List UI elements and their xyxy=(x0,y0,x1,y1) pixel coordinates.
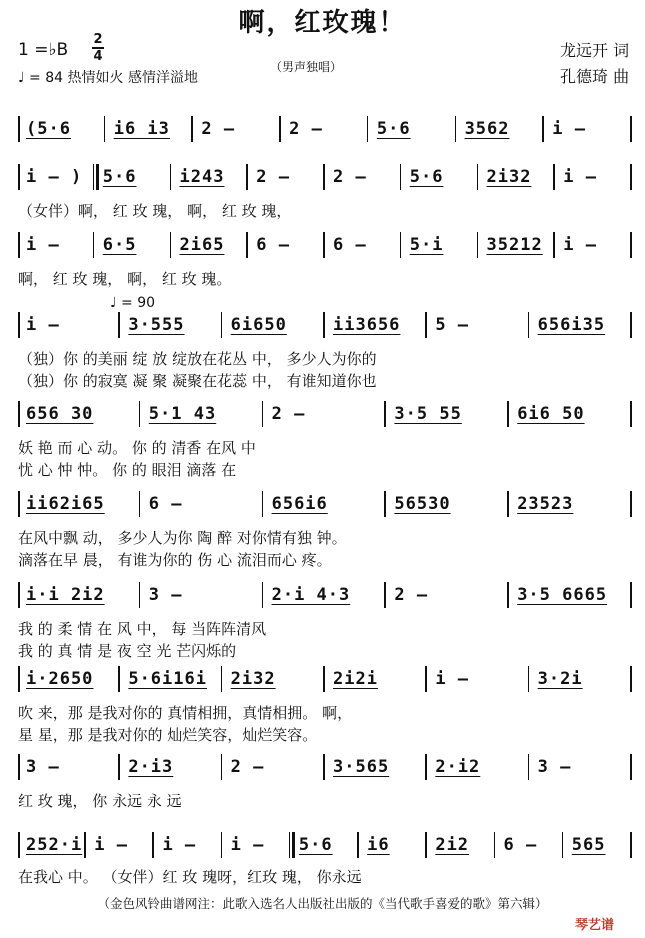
measure: 2·i3 xyxy=(128,757,174,777)
measure: 3·2i xyxy=(537,669,583,689)
bar-line xyxy=(553,164,555,190)
measure: 5·6i16i xyxy=(128,669,207,689)
measure: 5 – xyxy=(435,315,470,335)
bar-line xyxy=(262,401,264,427)
notation-row xyxy=(0,228,645,264)
watermark-logo: 琴艺谱 xyxy=(575,918,615,933)
bar-line xyxy=(384,401,386,427)
measure: 6 – xyxy=(148,494,183,514)
measure: 6 – xyxy=(256,235,290,255)
notation-row xyxy=(0,160,645,196)
bar-line xyxy=(528,312,530,338)
bar-line xyxy=(630,666,632,692)
bar-line xyxy=(477,164,479,190)
bar-line xyxy=(221,754,223,780)
measure: ii62i65 xyxy=(26,494,105,514)
measure: i – xyxy=(162,835,197,855)
repeat-bar xyxy=(289,832,295,858)
measure: i – xyxy=(26,235,60,255)
measure: 565 xyxy=(571,835,606,855)
bar-line xyxy=(542,116,544,142)
measure: 2i2 xyxy=(435,835,470,855)
tempo-change: ♩ = 90 xyxy=(110,295,156,311)
measure: 56530 xyxy=(394,494,451,514)
bar-line xyxy=(455,116,457,142)
measure: 2 – xyxy=(201,119,236,139)
measure: 252·i xyxy=(26,835,83,855)
bar-line xyxy=(323,312,325,338)
measure: 5·6 xyxy=(298,835,333,855)
lyricist-credit: 龙远开 词 xyxy=(560,41,630,60)
measure: 2 – xyxy=(289,119,323,139)
bar-line xyxy=(170,164,172,190)
lyric-line: 忧 心 忡 忡。 你 的 眼泪 滴落 在 xyxy=(18,461,237,479)
composer-credit: 孔德琦 曲 xyxy=(560,67,630,86)
measure: 2 – xyxy=(333,167,367,187)
song-title: 啊，红玫瑰！ xyxy=(238,8,407,38)
bar-line xyxy=(507,491,509,517)
measure: 2·i 4·3 xyxy=(271,585,351,605)
measure: 3·5 6665 xyxy=(517,585,608,605)
bar-line xyxy=(323,666,325,692)
bar-line xyxy=(279,116,281,142)
bar-line xyxy=(191,116,193,142)
lyric-line: 红 玫 瑰， 你 永远 永 远 xyxy=(18,792,182,810)
measure: 2i32 xyxy=(486,167,532,187)
meter-top: 2 xyxy=(93,32,103,47)
bar-line xyxy=(528,666,530,692)
bar-line xyxy=(357,832,359,858)
measure: i – xyxy=(435,669,470,689)
measure: 3·555 xyxy=(128,315,185,335)
lyric-line: 我 的 真 情 是 夜 空 光 芒闪烁的 xyxy=(18,642,237,660)
lyric-line: 妖 艳 而 心 动。 你 的 清香 在风 中 xyxy=(18,439,256,457)
measure: (5·6 xyxy=(26,119,71,139)
bar-line xyxy=(84,832,86,858)
bar-line xyxy=(384,582,386,608)
measure: 2·i2 xyxy=(435,757,481,777)
measure: i – xyxy=(563,235,597,255)
lyric-line: 在我心 中。 （女伴）红 玫 瑰呀，红玫 瑰， 你永远 xyxy=(18,868,362,886)
measure: 3·565 xyxy=(333,757,390,777)
bar-line xyxy=(507,582,509,608)
measure: 23523 xyxy=(517,494,574,514)
notation-row xyxy=(0,112,645,148)
bar-line xyxy=(221,312,223,338)
bar-line xyxy=(367,116,369,142)
notation-row xyxy=(0,578,645,614)
lyric-line: 星 星，那 是我对你的 灿烂笑容，灿烂笑容。 xyxy=(18,726,318,744)
bar-line xyxy=(139,582,141,608)
measure: 2 – xyxy=(230,757,265,777)
measure: 656 30 xyxy=(26,404,94,424)
bar-line xyxy=(139,491,141,517)
measure: 2 – xyxy=(271,404,306,424)
measure: 3·5 55 xyxy=(394,404,462,424)
bar-line xyxy=(18,116,20,142)
bar-line xyxy=(562,832,564,858)
lyric-line: 我 的 柔 情 在 风 中， 每 当阵阵清风 xyxy=(18,620,267,638)
measure: i243 xyxy=(179,167,225,187)
repeat-bar xyxy=(93,164,99,190)
lyric-line: 啊， 红 玫 瑰， 啊， 红 玫 瑰。 xyxy=(18,270,232,288)
bar-line xyxy=(118,312,120,338)
measure: i – xyxy=(26,315,60,335)
measure: 3562 xyxy=(464,119,510,139)
measure: 6 – xyxy=(333,235,367,255)
measure: 3 – xyxy=(148,585,183,605)
bar-line xyxy=(630,164,632,190)
bar-line xyxy=(18,832,20,858)
measure: 2i65 xyxy=(179,235,225,255)
bar-line xyxy=(425,312,427,338)
measure: i – xyxy=(552,119,586,139)
lyric-line: （独）你 的寂寞 凝 聚 凝聚在花蕊 中， 有谁知道你也 xyxy=(18,372,377,390)
bar-line xyxy=(384,491,386,517)
bar-line xyxy=(221,832,223,858)
key-signature: 1 =♭B xyxy=(18,40,69,60)
bar-line xyxy=(118,666,120,692)
lyric-line: （女伴）啊， 红 玫 瑰， 啊， 红 玫 瑰， xyxy=(18,202,292,220)
measure: i – xyxy=(230,835,265,855)
bar-line xyxy=(18,232,20,258)
bar-line xyxy=(528,754,530,780)
bar-line xyxy=(18,582,20,608)
notation-row xyxy=(0,662,645,698)
bar-line xyxy=(104,116,106,142)
notation-row xyxy=(0,828,645,864)
bar-line xyxy=(630,754,632,780)
bar-line xyxy=(477,232,479,258)
bar-line xyxy=(425,754,427,780)
bar-line xyxy=(18,491,20,517)
notation-row xyxy=(0,308,645,344)
bar-line xyxy=(18,401,20,427)
bar-line xyxy=(152,832,154,858)
bar-line xyxy=(18,754,20,780)
bar-line xyxy=(93,232,95,258)
measure: i – xyxy=(563,167,597,187)
bar-line xyxy=(139,401,141,427)
measure: 5·6 xyxy=(376,119,411,139)
bar-line xyxy=(630,401,632,427)
lyric-line: 吹 来，那 是我对你的 真情相拥，真情相拥。 啊， xyxy=(18,704,353,722)
bar-line xyxy=(246,164,248,190)
bar-line xyxy=(630,116,632,142)
measure: 2 – xyxy=(394,585,429,605)
bar-line xyxy=(507,401,509,427)
measure: 3 – xyxy=(537,757,572,777)
bar-line xyxy=(18,666,20,692)
measure: 5·6 xyxy=(409,167,444,187)
measure: 656i35 xyxy=(537,315,606,335)
measure: i – xyxy=(94,835,128,855)
measure: 2i32 xyxy=(230,669,276,689)
time-signature xyxy=(92,33,104,63)
measure: 5·1 43 xyxy=(148,404,217,424)
notation-row xyxy=(0,750,645,786)
measure: i6 xyxy=(367,835,390,855)
measure: 35212 xyxy=(486,235,543,255)
lyric-line: （独）你 的美丽 绽 放 绽放在花丛 中， 多少人为你的 xyxy=(18,350,377,368)
measure: 5·i xyxy=(409,235,444,255)
meter-bottom: 4 xyxy=(93,49,103,64)
measure: ii3656 xyxy=(333,315,401,335)
bar-line xyxy=(262,491,264,517)
performer-note: （男声独唱） xyxy=(270,60,343,74)
bar-line xyxy=(323,164,325,190)
bar-line xyxy=(630,491,632,517)
measure: 2 – xyxy=(256,167,290,187)
bar-line xyxy=(323,232,325,258)
measure: 6·5 xyxy=(102,235,137,255)
measure: 2i2i xyxy=(333,669,378,689)
measure: 6i650 xyxy=(230,315,287,335)
bar-line xyxy=(118,754,120,780)
tempo-marking: ♩ = 84 热情如火 感情洋溢地 xyxy=(18,70,198,86)
bar-line xyxy=(18,312,20,338)
notation-row xyxy=(0,487,645,523)
bar-line xyxy=(425,666,427,692)
bar-line xyxy=(170,232,172,258)
measure: 5·6 xyxy=(102,167,137,187)
bar-line xyxy=(494,832,496,858)
bar-line xyxy=(630,582,632,608)
notation-row xyxy=(0,397,645,433)
measure: 6 – xyxy=(503,835,538,855)
bar-line xyxy=(246,232,248,258)
bar-line xyxy=(553,232,555,258)
measure: i6 i3 xyxy=(113,119,170,139)
bar-line xyxy=(221,666,223,692)
bar-line xyxy=(630,312,632,338)
lyric-line: 滴落在早 晨， 有谁为你的 伤 心 流泪而心 疼。 xyxy=(18,551,332,569)
bar-line xyxy=(630,832,632,858)
measure: i·i 2i2 xyxy=(26,585,105,605)
footer-note: （金色风铃曲谱网注：此歌入选名人出版社出版的《当代歌手喜爱的歌》第六辑） xyxy=(97,896,548,911)
measure: i·2650 xyxy=(26,669,94,689)
bar-line xyxy=(400,232,402,258)
bar-line xyxy=(323,754,325,780)
bar-line xyxy=(18,164,20,190)
bar-line xyxy=(425,832,427,858)
bar-line xyxy=(630,232,632,258)
measure: i – ) xyxy=(26,167,83,187)
bar-line xyxy=(400,164,402,190)
measure: 6i6 50 xyxy=(517,404,585,424)
lyric-line: 在风中飘 动， 多少人为你 陶 醉 对你情有独 钟。 xyxy=(18,529,347,547)
bar-line xyxy=(262,582,264,608)
measure: 656i6 xyxy=(271,494,328,514)
measure: 3 – xyxy=(26,757,60,777)
